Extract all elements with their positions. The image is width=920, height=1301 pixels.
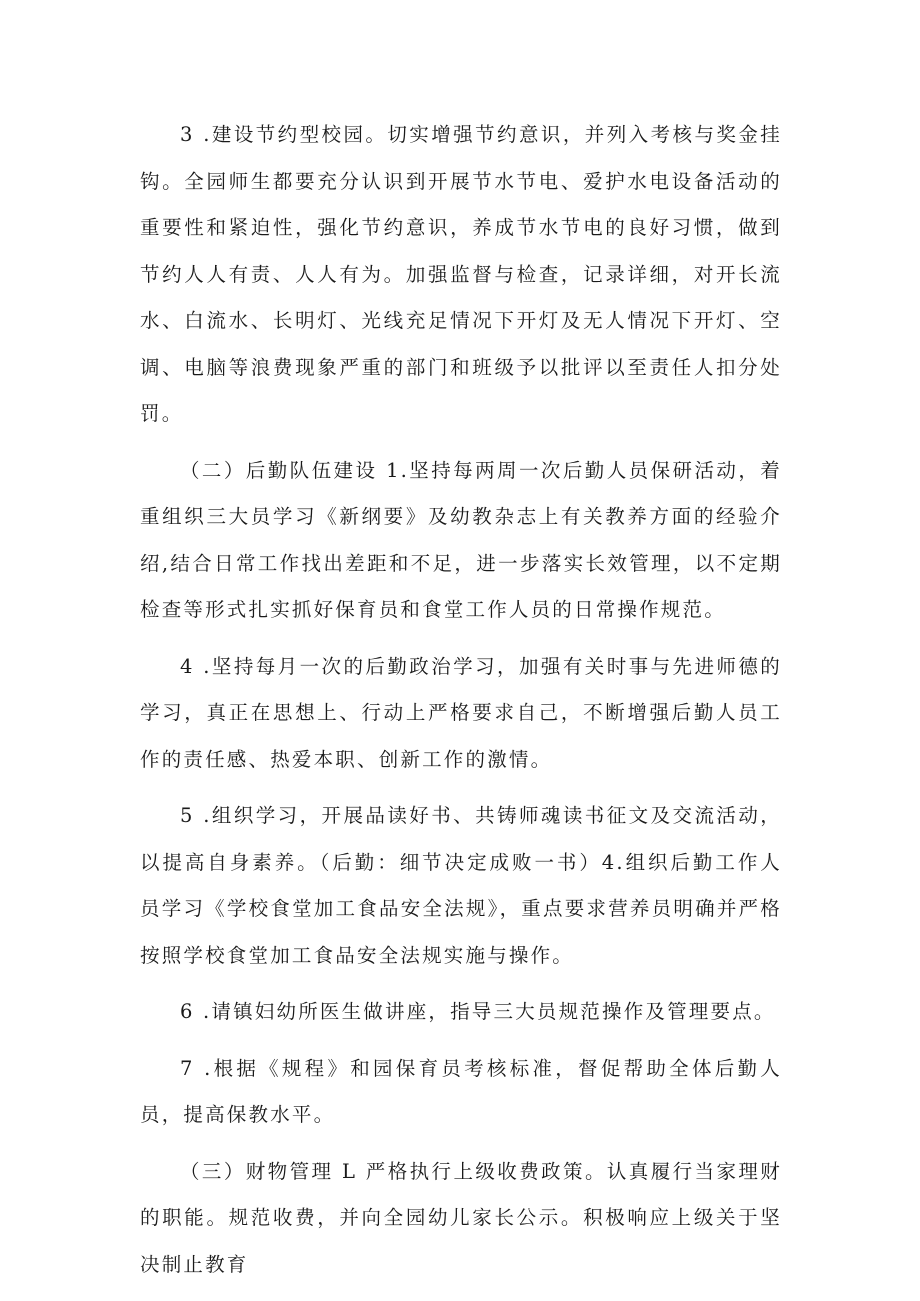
paragraph-doctor-lecture: 6 .请镇妇幼所医生做讲座，指导三大员规范操作及管理要点。 [180, 1000, 776, 1023]
paragraph-assessment-standards: 7 .根据《规程》和园保育员考核标准，督促帮助全体后勤人员，提高保教水平。 [140, 1056, 782, 1126]
document-body [140, 112, 782, 1298]
paragraph-logistics-team-building: （二）后勤队伍建设 1.坚持每两周一次后勤人员保研活动，着重组织三大员学习《新纲要》及幼教杂志上有关教养方面的经验介绍,结合日常工作找出差距和不足，进一步落实长效管理，以不定期检查等形式扎实抓好保育员和食堂工作人员的日常操作规范。 [140, 458, 782, 621]
paragraph-reading-activities: 5 .组织学习，开展品读好书、共铸师魂读书征文及交流活动，以提高自身素养。（后勤：细节决定成败一书）4.组织后勤工作人员学习《学校食堂加工食品安全法规》，重点要求营养员明确并严格按照学校食堂加工食品安全法规实施与操作。 [140, 804, 782, 967]
paragraph-political-study: 4 .坚持每月一次的后勤政治学习，加强有关时事与先进师德的学习，真正在思想上、行动上严格要求自己，不断增强后勤人员工作的责任感、热爱本职、创新工作的激情。 [140, 654, 782, 771]
paragraph-energy-saving-campus: 3 .建设节约型校园。切实增强节约意识，并列入考核与奖金挂钩。全园师生都要充分认识到开展节水节电、爱护水电设备活动的重要性和紧迫性，强化节约意识，养成节水节电的良好习惯，做到节约人人有责、人人有为。加强监督与检查，记录详细，对开长流水、白流水、长明灯、光线充足情况下开灯及无人情况下开灯、空调、电脑等浪费现象严重的部门和班级予以批评以至责任人扣分处罚。 [140, 123, 782, 425]
paragraph-financial-management: （三）财物管理 L 严格执行上级收费政策。认真履行当家理财的职能。规范收费，并向全园幼儿家长公示。积极响应上级关于坚决制止教育 [140, 1159, 782, 1276]
